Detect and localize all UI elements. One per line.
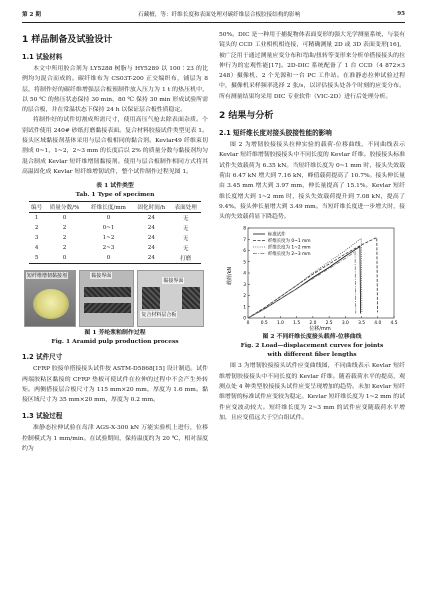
paragraph-results-1: 图 2 为增韧胶接接头拉伸实验的载荷-位移曲线，不同曲线表示 Kevlar 短纤维增韧胶接接头中不同长度的 Kevlar 纤维。胶接接头标准试件失效载荷为 6.35 kN。当短纤维长度为 0~1 mm 时，接头失效载荷由 6.47 kN 增大到 7.16 kN，峰值载荷提高了 10.7%。接头伸长量由 3.45 mm 增大到 3.97 mm，伸长量提高了 15.1%。Kevlar 短纤维长度增大到 1~2 mm 时，接头失效载荷提升到 7.08 kN，提高了 9.4%。接头伸长量增大到 3.49 mm。当短纤维长度进一步增大时，接头的失效载荷显下降趋势。: [219, 142, 405, 221]
figure-1-caption-en: Fig. 1 Aramid pulp production process: [51, 338, 179, 346]
photo-toughened-adhesive: [24, 270, 76, 327]
table-caption-cn: 表 1 试件类型: [96, 182, 134, 190]
table-cell: 0: [106, 255, 111, 262]
page-header: [22, 8, 405, 20]
table-cell: 2: [62, 235, 67, 242]
running-title: 石藏檀，等：纤维长度和表面处理对碳纤维层合板胶接结构的影响: [137, 12, 301, 18]
table-cell: 无: [182, 226, 189, 233]
y-tick-label: 2: [243, 294, 246, 300]
table-row: [29, 243, 201, 253]
figure-2-caption-cn: 图 2 不同纤维长度接头载荷-位移曲线: [262, 333, 362, 341]
chart-xlabel: 位移/mm: [309, 326, 331, 333]
table-cell: 2: [62, 245, 67, 252]
paragraph-materials-1: 本文中所用胶合剂为 LY5288 树脂与 HY5289 以 100∶23 的比例均匀混合而成的。碳纤维布为 CS03T-200 正交编织布，铺层为 8 层，将制作好的碳纤维增强层合板预制件放入压力为 1 t 的热压机中，以 50 ℃ 的热压状态保持 30 min，80 ℃ 保持 30 min 形成试验所需的层合板，并在常温状态下保持 24 h 以保证层合板性质稳定。: [22, 66, 208, 114]
paragraph-results-2: 图 3 为增韧胶接接头试件应变曲线图，不同曲线表示 Kevlar 短纤维增韧胶接接头中不同长度的 Kevlar 纤维。随着载荷水平的提高，观测点处 4 种类型胶接接头试件应变呈现增加的趋势。未加 Kevlar 短纤维增韧的标准试件应变较为稳定。Kevlar 短纤维长度为 1~2 mm 的试件应变波动较大。短纤维长度为 2~3 mm 的试件应变随载荷水平增加，且应变值远大于空白组试件。: [219, 363, 405, 421]
x-tick-label: 0: [246, 321, 250, 327]
table-cell: 24: [147, 215, 155, 222]
page-issue-label: 第 2 期: [22, 12, 41, 18]
legend-label: 纤维长度为 1~2 mm: [268, 246, 311, 252]
table-header-cell: 表面处理: [174, 205, 197, 212]
table-cell: 0: [62, 215, 67, 222]
legend-label: 纤维长度为 0~1 mm: [268, 239, 311, 245]
adhesive-cup-image: [33, 289, 69, 319]
figure-2-caption: [219, 332, 405, 359]
table-row: [29, 233, 201, 243]
section-title-2: 2 结果与分析: [219, 111, 274, 122]
photo-laminate-specimen: [137, 270, 204, 327]
legend-label: 纤维长度为 2~3 mm: [268, 252, 311, 258]
table-header-row: [29, 202, 201, 213]
table-cell: 0~1: [102, 225, 115, 232]
table-cell: 24: [147, 255, 155, 262]
table-header-cell: 质量分数/%: [49, 205, 80, 212]
x-tick-label: 3.5: [358, 321, 366, 327]
photo-bond-interface: [79, 270, 134, 327]
table-cell: 5: [34, 255, 39, 262]
photo-label: 短纤维增韧黏接剂: [27, 273, 68, 280]
y-tick-label: 7: [243, 238, 246, 244]
table-cell: 24: [147, 225, 155, 232]
subsection-title-1-1: 1.1 试验材料: [22, 53, 63, 61]
left-column: [22, 30, 208, 454]
table-cell: 打磨: [180, 256, 192, 263]
table-cell: 4: [34, 245, 39, 252]
y-tick-label: 4: [243, 271, 246, 277]
table-cell: 3: [34, 235, 39, 242]
table-cell: 2~3: [102, 245, 115, 252]
figure-1-caption: [22, 328, 208, 346]
table-header-cell: 纤维长度/mm: [91, 205, 126, 212]
x-tick-label: 0.5: [260, 321, 268, 327]
section-title-1: 1 样品制备及试验设计: [22, 35, 113, 45]
table-cell: 1: [34, 215, 39, 222]
table-cell: 24: [147, 245, 155, 252]
paragraph-dic: 50%。DIC 是一种用于捕捉物体表面变形的强大光学测量系统，与装有镜头的 CCD 工业相机相连接，可精确测量 2D 或 3D 表面变形[16]，被广泛用于通过测量应变分布和弯曲/扭转等变形来分析单搭接接头的拉伸行为的宏观性能[17]。2D-DIC 系统配备了 1 台 CCD（4 872×3 248）摄像机、2 个光源和一台 PC 工作站。在准静态拉伸试验过程中，摄像机采样频率选择 2 张/s，以评估接头处各个时刻的应变分布。所有测量结果均采用 DIC 专业软件（VIC-2D）进行后处理分析。: [219, 32, 405, 100]
y-tick-label: 0: [243, 316, 246, 322]
table-row: [29, 253, 201, 264]
y-tick-label: 5: [243, 260, 246, 266]
table-cell: 2: [34, 225, 39, 232]
paragraph-specimen-size: CFRP 胶接单搭接接头试件按 ASTM-D5868[15] 设计制造。试件两端胶粘区黏接的 CFRP 垫板可使试件在拉伸的过程中不会产生外转矩。两侧搭接层合板尺寸为 115 mm×20 mm，厚度为 1.6 mm。黏接区域尺寸为 35 mm×20 mm，厚度为 0.2 mm。: [22, 366, 208, 404]
carbon-strip-image: [84, 303, 131, 313]
figure-2-caption-en-2: with different fiber lengths: [267, 351, 357, 359]
x-tick-label: 3.0: [341, 321, 349, 327]
x-tick-label: 2.0: [309, 321, 317, 327]
table-cell: 无: [182, 236, 189, 243]
figure-1-photos: [24, 270, 204, 325]
chart-ylabel: 载荷/kN: [227, 267, 233, 286]
subsection-title-1-2: 1.2 试件尺寸: [22, 353, 63, 362]
laminate-image: [142, 287, 160, 309]
table-cell: 1~2: [102, 235, 115, 242]
laminate-image: [182, 287, 200, 309]
y-tick-label: 1: [243, 305, 246, 311]
table-caption-en: Tab. 1 Type of specimen: [75, 191, 155, 199]
photo-label: 黏接界面: [163, 278, 184, 285]
table-header-cell: 编号: [31, 205, 43, 212]
photo-label: 黏接界面: [91, 273, 112, 280]
figure-2-caption-en-1: Fig. 2 Load—displacement curves for joints: [240, 342, 384, 350]
y-tick-label: 3: [243, 283, 246, 289]
legend-label: 标准试件: [268, 233, 286, 239]
table-cell: 2: [62, 225, 67, 232]
table-row: [29, 223, 201, 233]
table-cell: 无: [182, 246, 189, 253]
page-number: 95: [397, 11, 405, 17]
y-tick-label: 8: [243, 226, 246, 232]
x-tick-label: 4.5: [390, 321, 398, 327]
specimen-table: [29, 201, 201, 264]
y-tick-label: 6: [243, 249, 246, 255]
table-caption: [22, 181, 208, 199]
x-tick-label: 1.5: [293, 321, 301, 327]
carbon-strip-image: [84, 287, 131, 297]
x-tick-label: 1.0: [276, 321, 284, 327]
header-rule: [22, 22, 405, 23]
table-header-cell: 固化时间/h: [137, 205, 166, 212]
table-cell: 0: [62, 255, 67, 262]
table-cell: 0: [106, 215, 111, 222]
figure-1-caption-cn: 图 1 芳纶浆粕制作过程: [84, 329, 146, 337]
x-tick-label: 4.0: [374, 321, 382, 327]
load-displacement-chart: [224, 224, 400, 332]
paragraph-test-process: 准静态拉伸试验在岛津 AGS-X-300 kN 万能实验机上进行，位移控制模式为 1 mm/min。在试验期间，保持温度约为 20 ℃，相对湿度约为: [22, 425, 208, 453]
table-cell: 无: [182, 216, 189, 223]
table-cell: 24: [147, 235, 155, 242]
subsection-title-2-1: 2.1 短纤维长度对接头胶接性能的影响: [219, 129, 332, 138]
table-row: [29, 213, 201, 224]
right-column: [219, 30, 405, 423]
paragraph-materials-2: 将制作好的试件切割成所需尺寸，使用高压气枪去除表面杂质。个别试件使用 240# 砂纸打磨黏接表面。复合材料胶接试件类型见表 1。接头区域黏接剂基体采用与层合板相同的黏合剂。Kevlar49 纤维束切割成 0~1，1~2，2~3 mm 的长度后以 2% 的质量分数与黏接剂均匀混合制成 Kevlar 短纤维增韧黏接剂。使用与层合板制作相同方式将其高温固化成 Kevlar 短纤维增韧试件，整个试件制作过程见图 1。: [22, 117, 208, 175]
subsection-title-1-3: 1.3 试验过程: [22, 412, 63, 421]
x-tick-label: 2.5: [325, 321, 333, 327]
photo-label: 复合材料层合板: [141, 312, 177, 319]
